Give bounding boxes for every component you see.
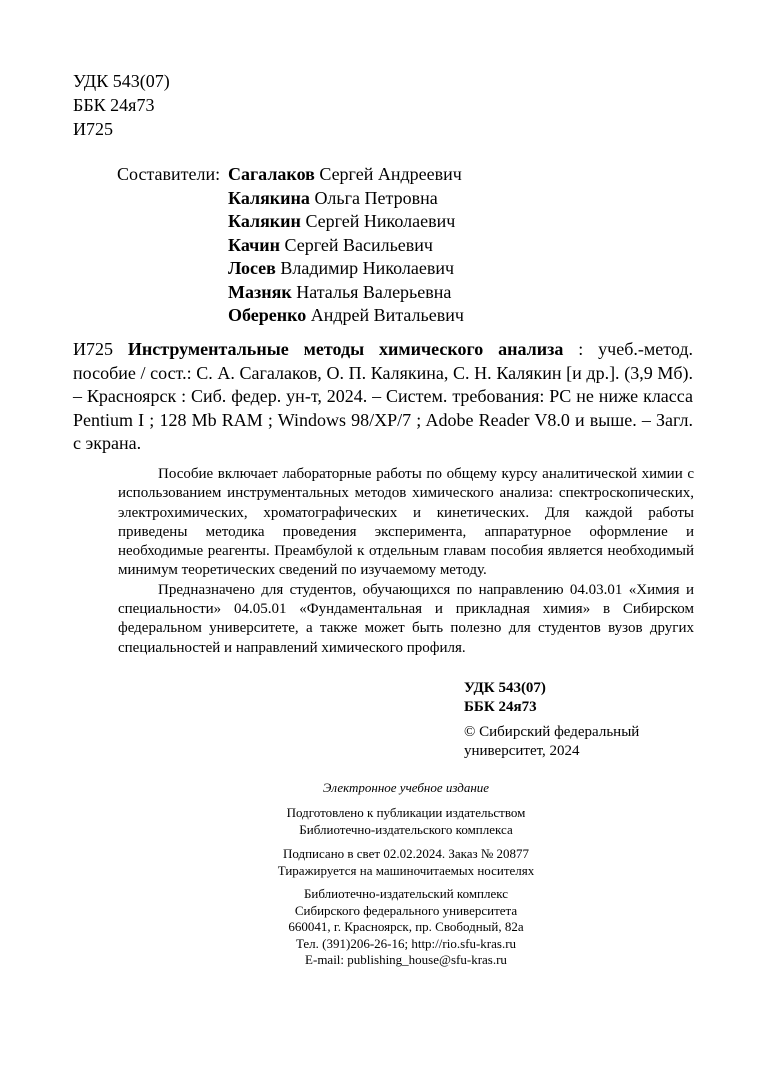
compiler-given-name: Сергей Николаевич bbox=[300, 211, 456, 231]
compiler-surname: Качин bbox=[228, 234, 280, 255]
phone-line: Тел. (391)206-26-16; http://rio.sfu-kras.ru bbox=[295, 935, 517, 951]
book-title: Инструментальные методы химического анализа bbox=[127, 339, 564, 359]
classification-codes bbox=[73, 69, 170, 141]
footer-codes bbox=[464, 679, 639, 761]
compiler-row bbox=[117, 304, 464, 328]
compiler-given-name: Сергей Андреевич bbox=[314, 164, 462, 184]
compiler-surname: Калякина bbox=[228, 187, 310, 208]
compiler-surname: Лосев bbox=[228, 258, 276, 278]
compiler-given-name: Сергей Васильевич bbox=[280, 234, 433, 255]
compiler-given-name: Владимир Николаевич bbox=[275, 258, 455, 278]
compiler-surname: Сагалаков bbox=[228, 164, 315, 184]
prepared-block bbox=[118, 805, 694, 838]
catalog-sign: И725 bbox=[73, 339, 128, 359]
udk-code: УДК 543(07) bbox=[464, 680, 546, 696]
annotation bbox=[118, 465, 694, 658]
edition-type bbox=[118, 780, 694, 797]
address-line: 660041, г. Красноярск, пр. Свободный, 82а bbox=[288, 919, 524, 934]
catalog-record bbox=[73, 338, 693, 456]
print-info bbox=[118, 846, 694, 879]
compiler-row bbox=[117, 234, 464, 258]
compiler-row bbox=[117, 210, 464, 234]
udk-code: УДК 543(07) bbox=[73, 71, 170, 91]
compiler-surname: Мазняк bbox=[228, 281, 292, 302]
bbk-code: ББК 24я73 bbox=[464, 699, 537, 715]
compiler-given-name: Андрей Витальевич bbox=[306, 305, 464, 325]
compiler-surname: Оберенко bbox=[228, 305, 307, 325]
signed-line: Подписано в свет 02.02.2024. Заказ № 20877 bbox=[282, 846, 530, 861]
annotation-paragraph: Пособие включает лабораторные работы по общему курсу аналитической химии с использованием инструментальных методов химического анализа: спектроскопических, электрохимических, хроматографических и кинетических. Для каждой работы приведены методика проведения эксперимента, аппаратурное оформление и необходимые реагенты. Преамбулой к отдельным главам пособия является необходимый минимум теоретических сведений по изучаемому методу. bbox=[118, 466, 694, 579]
compiler-given-name: Наталья Валерьевна bbox=[291, 281, 452, 302]
compiler-row bbox=[117, 281, 464, 305]
prepared-line: Подготовлено к публикации издательством bbox=[286, 805, 526, 820]
publisher-line: Сибирского федерального университета bbox=[294, 902, 518, 918]
compilers-block bbox=[117, 163, 464, 328]
compiler-surname: Калякин bbox=[228, 211, 301, 231]
edition-type-text: Электронное учебное издание bbox=[322, 780, 490, 795]
copyright-line: © Сибирский федеральный bbox=[464, 724, 640, 740]
compiler-row bbox=[117, 163, 464, 187]
compiler-row bbox=[117, 187, 464, 211]
email-line: E-mail: publishing_house@sfu-kras.ru bbox=[305, 952, 507, 967]
annotation-paragraph: Предназначено для студентов, обучающихся по направлению 04.03.01 «Химия и специальности» 04.05.01 «Фундаментальная и прикладная химия» в Сибирском федеральном университете, а также может быть полезно для студентов вузов других специальностей и направлений химического профиля. bbox=[118, 581, 694, 656]
replication-line: Тиражируется на машиночитаемых носителях bbox=[277, 862, 535, 878]
bbk-code: ББК 24я73 bbox=[73, 95, 155, 115]
compilers-label: Составители: bbox=[117, 164, 221, 184]
compiler-row bbox=[117, 257, 464, 281]
author-sign: И725 bbox=[73, 119, 113, 139]
publisher-line: Библиотечно-издательский комплекс bbox=[303, 886, 509, 901]
catalog-description: : учеб.-метод. пособие / сост.: С. А. Сагалаков, О. П. Калякина, С. Н. Калякин [и др.]. (3,9 Мб). – Красноярск : Сиб. федер. ун-т, 2024. – Систем. требования: PC не ниже класса Pentium I ; 128 Mb RAM ; Windows 98/XP/7 ; Adobe Reader V8.0 и выше. – Загл. с экрана. bbox=[73, 339, 694, 454]
publisher-block bbox=[118, 886, 694, 969]
prepared-line: Библиотечно-издательского комплекса bbox=[299, 821, 513, 837]
copyright-line: университет, 2024 bbox=[464, 743, 580, 759]
compiler-given-name: Ольга Петровна bbox=[309, 187, 438, 208]
